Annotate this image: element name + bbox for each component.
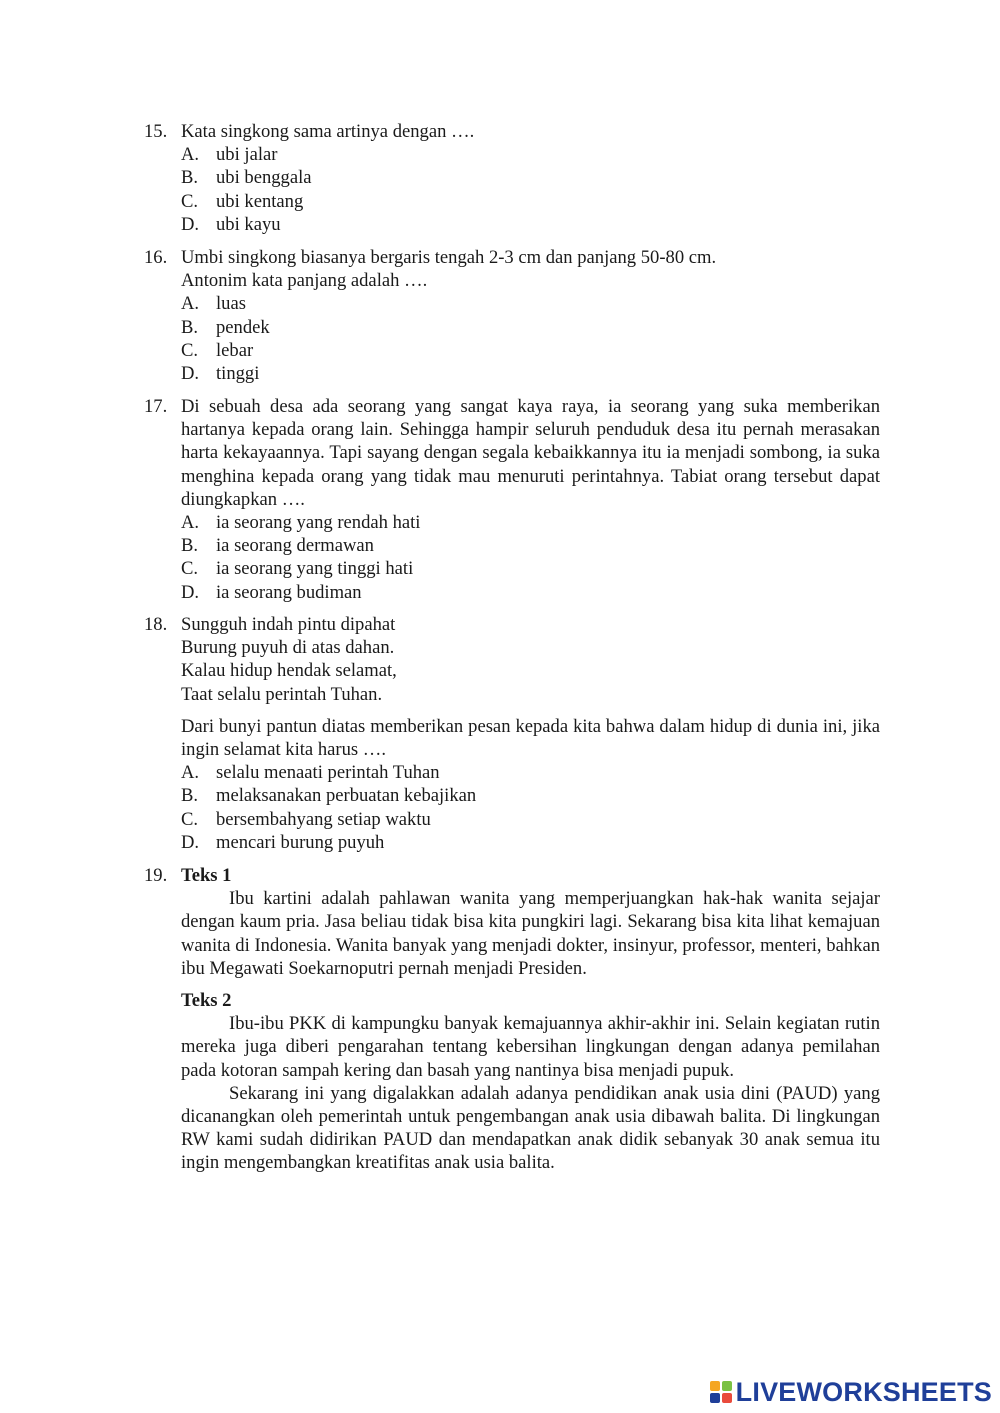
option-a[interactable] bbox=[181, 761, 880, 784]
option-letter: B. bbox=[181, 535, 199, 557]
text-paragraph: Ibu kartini adalah pahlawan wanita yang memperjuangkan hak-hak wanita sejajar dengan kaum pria. Jasa beliau tidak bisa kita pungkiri lagi. Sekarang bisa kita lihat kemajuan wanita di Indonesia. Wanita banyak yang menjadi dokter, insinyur, professor, menteri, bahkan ibu Megawati Soekarnoputri pernah menjadi Presiden. bbox=[181, 888, 880, 979]
option-text: ubi kentang bbox=[216, 190, 304, 212]
option-d[interactable] bbox=[181, 831, 880, 854]
option-c[interactable] bbox=[181, 339, 880, 362]
question-number: 15. bbox=[144, 121, 168, 142]
option-text: lebar bbox=[216, 339, 254, 361]
option-text: luas bbox=[216, 293, 246, 315]
option-letter: D. bbox=[181, 363, 200, 385]
option-text: ia seorang yang rendah hati bbox=[216, 512, 421, 534]
liveworksheets-logo bbox=[710, 1375, 992, 1409]
logo-square bbox=[710, 1393, 720, 1403]
question-number: 17. bbox=[144, 396, 168, 417]
question-stem: Di sebuah desa ada seorang yang sangat kaya raya, ia seorang yang suka memberikan hartanya kepada orang lain. Sehingga hampir seluruh penduduk desa itu pernah merasakan harta kekayaannya. Tapi sayang dengan segala kebaikkannya itu ia menjadi sombong, ia suka menghina kepada orang yang tidak mau menuruti perintahnya. Tabiat orang tersebut dapat diungkapkan …. bbox=[181, 396, 880, 510]
option-letter: B. bbox=[181, 167, 199, 189]
text-paragraph: Sekarang ini yang digalakkan adalah adanya pendidikan anak usia dini (PAUD) yang dicanangkan oleh pemerintah untuk pengembangan anak usia dibawah balita. Di lingkungan RW kami sudah didirikan PAUD dan mendapatkan anak didik sebanyak 30 anak semua itu ingin mengembangkan kreatifitas anak usia balita. bbox=[181, 1082, 880, 1174]
question-16 bbox=[144, 246, 880, 385]
pantun-line: Kalau hidup hendak selamat, bbox=[181, 660, 397, 682]
option-letter: A. bbox=[181, 762, 200, 784]
option-b[interactable] bbox=[181, 784, 880, 807]
option-text: ia seorang yang tinggi hati bbox=[216, 558, 414, 580]
option-text: ia seorang budiman bbox=[216, 581, 362, 603]
logo-square bbox=[710, 1381, 720, 1391]
option-letter: C. bbox=[181, 339, 199, 361]
option-letter: C. bbox=[181, 190, 199, 212]
question-stem: Dari bunyi pantun diatas memberikan pesan kepada kita bahwa dalam hidup di dunia ini, jika ingin selamat kita harus …. bbox=[181, 715, 880, 761]
option-letter: A. bbox=[181, 293, 200, 315]
option-letter: A. bbox=[181, 144, 200, 166]
logo-square bbox=[722, 1381, 732, 1391]
spacer bbox=[181, 980, 880, 989]
option-text: bersembahyang setiap waktu bbox=[216, 808, 431, 830]
question-stem: Umbi singkong biasanya bergaris tengah 2-3 cm dan panjang 50-80 cm. bbox=[181, 247, 717, 268]
text-heading: Teks 1 bbox=[181, 865, 232, 886]
spacer bbox=[181, 706, 880, 715]
text-paragraph: Ibu-ibu PKK di kampungku banyak kemajuannya akhir-akhir ini. Selain kegiatan rutin mereka juga diberi pengarahan tentang kebersihan lingkungan dengan adanya pemilahan pada kotoran sampah kering dan basah yang nantinya bisa menjadi pupuk. bbox=[181, 1013, 880, 1081]
option-text: ubi benggala bbox=[216, 167, 312, 189]
option-c[interactable] bbox=[181, 190, 880, 213]
option-letter: B. bbox=[181, 785, 199, 807]
option-c[interactable] bbox=[181, 808, 880, 831]
option-d[interactable] bbox=[181, 362, 880, 385]
option-letter: B. bbox=[181, 316, 199, 338]
option-d[interactable] bbox=[181, 581, 880, 604]
option-a[interactable] bbox=[181, 511, 880, 534]
option-text: melaksanakan perbuatan kebajikan bbox=[216, 785, 477, 807]
question-19 bbox=[144, 864, 880, 1175]
option-text: pendek bbox=[216, 316, 270, 338]
option-text: ubi kayu bbox=[216, 213, 281, 235]
option-a[interactable] bbox=[181, 143, 880, 166]
option-text: selalu menaati perintah Tuhan bbox=[216, 762, 440, 784]
pantun-line: Taat selalu perintah Tuhan. bbox=[181, 683, 383, 705]
option-a[interactable] bbox=[181, 292, 880, 315]
option-letter: D. bbox=[181, 213, 200, 235]
question-18 bbox=[144, 613, 880, 854]
option-letter: C. bbox=[181, 558, 199, 580]
option-b[interactable] bbox=[181, 534, 880, 557]
option-text: ia seorang dermawan bbox=[216, 535, 374, 557]
option-text: ubi jalar bbox=[216, 144, 278, 166]
option-text: tinggi bbox=[216, 363, 260, 385]
option-letter: D. bbox=[181, 581, 200, 603]
brand-name: LIVEWORKSHEETS bbox=[735, 1376, 992, 1407]
logo-icon bbox=[710, 1381, 732, 1403]
question-number: 18. bbox=[144, 614, 168, 635]
question-stem: Antonim kata panjang adalah …. bbox=[181, 270, 428, 292]
text-heading: Teks 2 bbox=[181, 990, 232, 1012]
question-17 bbox=[144, 395, 880, 604]
logo-square bbox=[722, 1393, 732, 1403]
pantun-line: Burung puyuh di atas dahan. bbox=[181, 637, 395, 659]
question-number: 16. bbox=[144, 247, 168, 268]
option-letter: C. bbox=[181, 808, 199, 830]
option-d[interactable] bbox=[181, 213, 880, 236]
question-stem: Kata singkong sama artinya dengan …. bbox=[181, 121, 475, 142]
option-letter: D. bbox=[181, 831, 200, 853]
option-c[interactable] bbox=[181, 557, 880, 580]
question-number: 19. bbox=[144, 865, 168, 886]
option-b[interactable] bbox=[181, 166, 880, 189]
question-15 bbox=[144, 120, 880, 236]
option-b[interactable] bbox=[181, 316, 880, 339]
pantun-line: Sungguh indah pintu dipahat bbox=[181, 614, 396, 635]
option-text: mencari burung puyuh bbox=[216, 831, 385, 853]
option-letter: A. bbox=[181, 512, 200, 534]
